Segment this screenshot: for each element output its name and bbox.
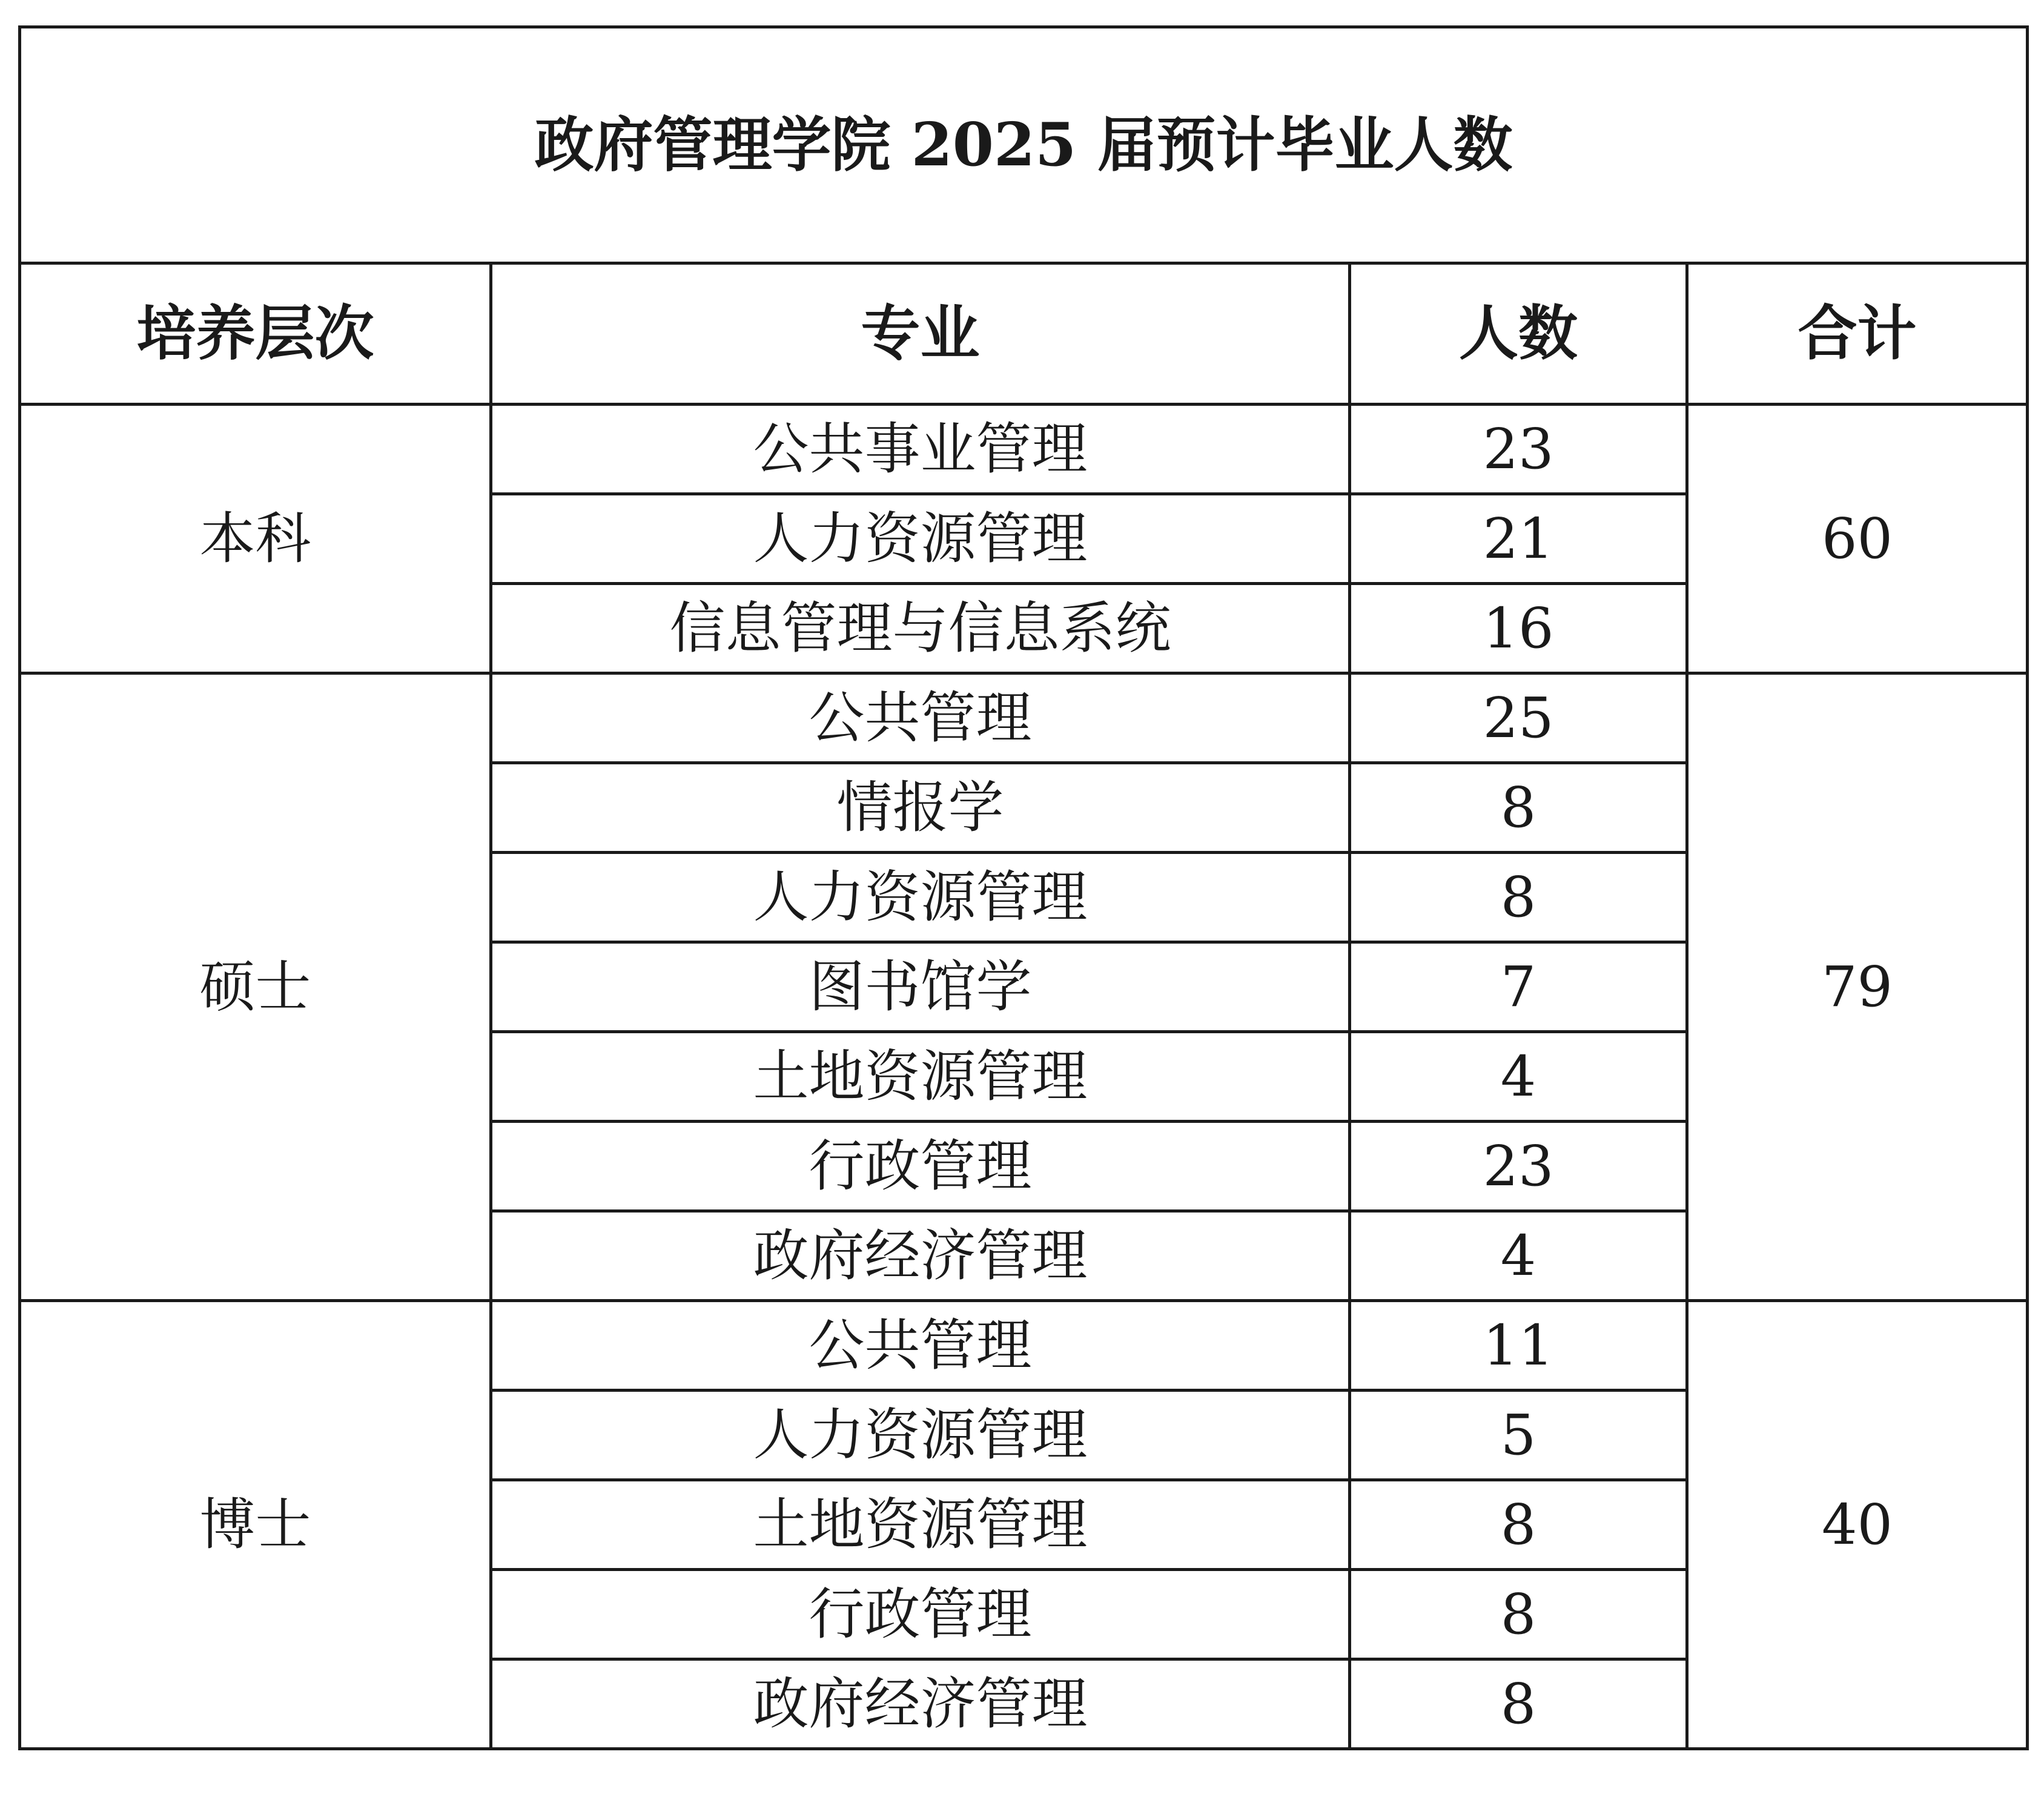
- count-cell: 25: [1350, 673, 1687, 763]
- major-cell: 情报学: [491, 763, 1350, 853]
- major-cell: 土地资源管理: [491, 1032, 1350, 1122]
- count-cell: 11: [1350, 1301, 1687, 1391]
- major-cell: 人力资源管理: [491, 494, 1350, 584]
- major-cell: 公共管理: [491, 1301, 1350, 1391]
- table-title: 政府管理学院 2025 届预计毕业人数: [20, 27, 2028, 263]
- table-row: [20, 673, 2028, 763]
- header-row: [20, 263, 2028, 405]
- header-level: 培养层次: [20, 263, 491, 405]
- major-cell: 人力资源管理: [491, 1391, 1350, 1480]
- header-count: 人数: [1350, 263, 1687, 405]
- major-cell: 公共管理: [491, 673, 1350, 763]
- level-cell: 本科: [20, 405, 491, 673]
- count-cell: 5: [1350, 1391, 1687, 1480]
- table-row: [20, 405, 2028, 494]
- header-total: 合计: [1687, 263, 2028, 405]
- title-row: [20, 27, 2028, 263]
- major-cell: 图书馆学: [491, 942, 1350, 1032]
- count-cell: 23: [1350, 405, 1687, 494]
- major-cell: 信息管理与信息系统: [491, 584, 1350, 673]
- count-cell: 8: [1350, 1570, 1687, 1659]
- count-cell: 8: [1350, 1659, 1687, 1749]
- major-cell: 行政管理: [491, 1122, 1350, 1211]
- header-major: 专业: [491, 263, 1350, 405]
- level-cell: 硕士: [20, 673, 491, 1301]
- count-cell: 8: [1350, 853, 1687, 942]
- major-cell: 行政管理: [491, 1570, 1350, 1659]
- major-cell: 政府经济管理: [491, 1659, 1350, 1749]
- total-cell: 79: [1687, 673, 2028, 1301]
- count-cell: 23: [1350, 1122, 1687, 1211]
- count-cell: 4: [1350, 1211, 1687, 1301]
- count-cell: 4: [1350, 1032, 1687, 1122]
- major-cell: 公共事业管理: [491, 405, 1350, 494]
- count-cell: 16: [1350, 584, 1687, 673]
- major-cell: 政府经济管理: [491, 1211, 1350, 1301]
- count-cell: 8: [1350, 763, 1687, 853]
- graduates-table-sheet: [18, 25, 2026, 1803]
- table-row: [20, 1301, 2028, 1391]
- count-cell: 21: [1350, 494, 1687, 584]
- major-cell: 土地资源管理: [491, 1480, 1350, 1570]
- total-cell: 60: [1687, 405, 2028, 673]
- count-cell: 7: [1350, 942, 1687, 1032]
- major-cell: 人力资源管理: [491, 853, 1350, 942]
- count-cell: 8: [1350, 1480, 1687, 1570]
- graduates-table: [18, 25, 2029, 1750]
- level-cell: 博士: [20, 1301, 491, 1749]
- total-cell: 40: [1687, 1301, 2028, 1749]
